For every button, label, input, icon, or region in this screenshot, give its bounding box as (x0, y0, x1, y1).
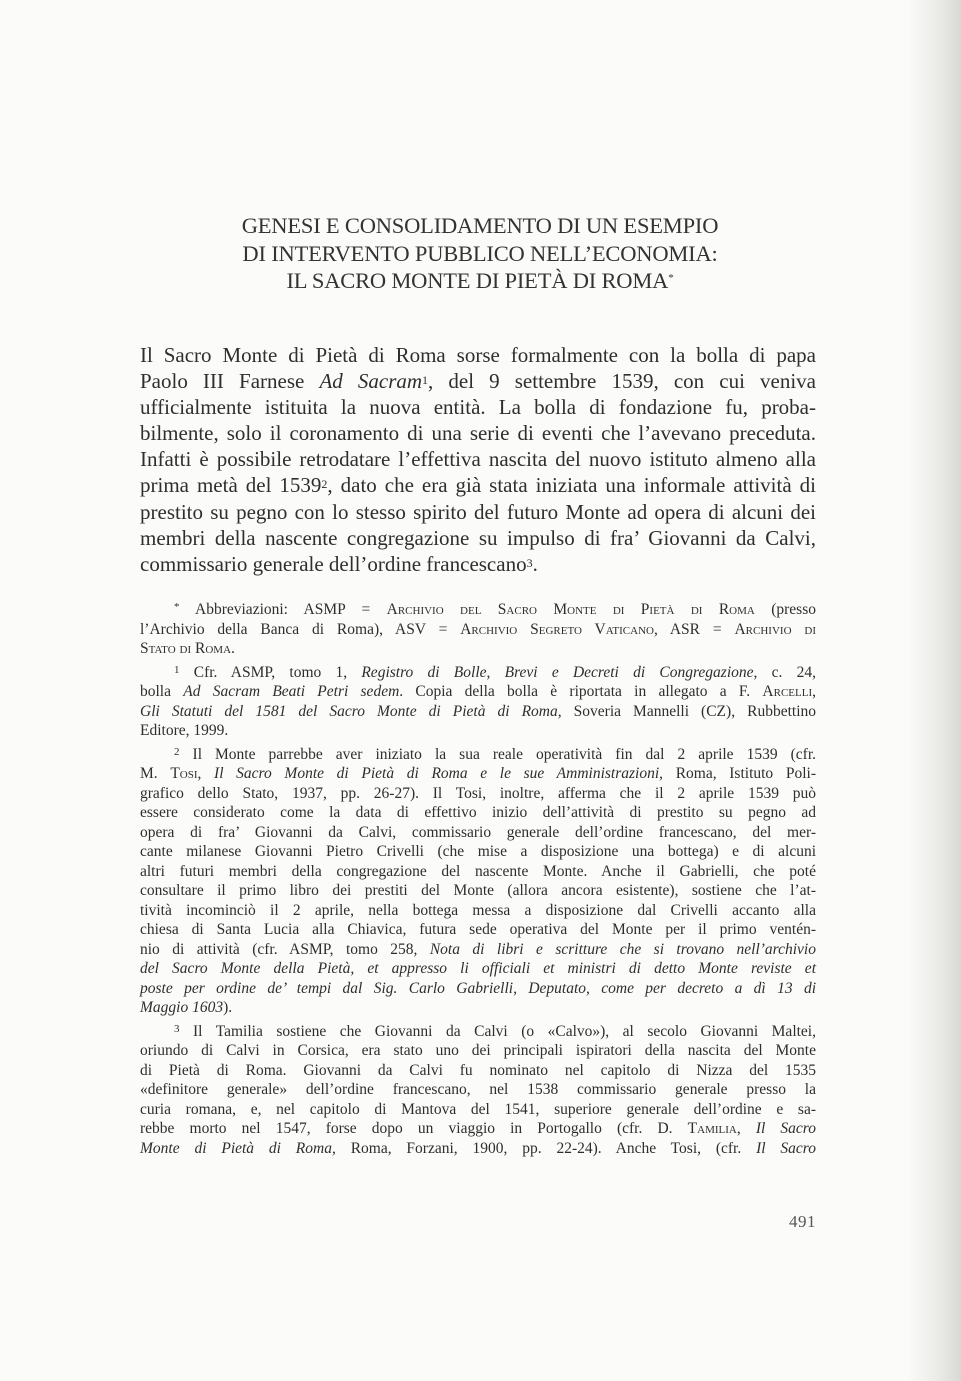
footnote-line (140, 998, 816, 1018)
footnote-line (140, 702, 816, 722)
footnote-line: chiesa di Santa Lucia alla Chiavica, futura sede operativa del Monte per il primo ventén- (140, 921, 816, 938)
footnote-italic: del Sacro Monte della Pietà, et appresso li officiali et ministri di detto Monte reviste et (140, 960, 816, 977)
footnote-smallcaps: Stato di Roma (140, 640, 232, 657)
footnote-text: (presso (754, 601, 816, 618)
footnote-text: . Copia della bolla è riportata in allegato a F. (399, 683, 763, 700)
body-paragraph (140, 342, 816, 577)
body-line: Infatti è possibile retrodatare l’effettiva nascita del nuovo istituto almeno alla (140, 447, 816, 472)
footnote-italic: poste per ordine de’ tempi dal Sig. Carlo Gabrielli, Deputato, come per decreto a dì 13 di (140, 979, 816, 997)
footnote-text: nio di attività (cfr. ASMP, tomo 258, (140, 940, 430, 958)
footnote-text: M. (140, 765, 171, 782)
title-footnote-marker: * (668, 272, 674, 284)
body-text: Paolo III Farnese (140, 369, 320, 394)
footnote-text: Il Monte parrebbe aver iniziato la sua reale operatività fin dal 2 aprile 1539 (cfr. (179, 745, 816, 763)
footnote-line (140, 959, 816, 979)
article-title (140, 212, 820, 295)
footnote-italic: Il Sacro Monte di Pietà di Roma e le sue Amministrazioni (214, 765, 660, 782)
footnote-italic: Registro di Bolle, Brevi e Decreti di Congregazione (361, 663, 754, 681)
footnote-line (140, 620, 816, 640)
body-line: prestito su pegno con lo stesso spirito del futuro Monte ad opera di alcuni dei (140, 499, 816, 524)
footnote-line (140, 1119, 816, 1139)
footnote-line (140, 979, 816, 999)
footnote-text: Cfr. ASMP, tomo 1, (179, 663, 362, 681)
footnote-line: essere considerato come la data di effettivo inizio dell’attività di prestito su pegno ad (140, 804, 816, 821)
footnote-text: , (197, 765, 215, 782)
footnote-ref-1: 1 (422, 373, 429, 388)
footnote-line (140, 1022, 816, 1042)
footnote-line: altri futuri membri della congregazione del nascente Monte. Anche il Gabrielli, che poté (140, 862, 816, 880)
footnote-text: , (812, 683, 816, 700)
footnote-line: curia romana, e, nel capitolo di Mantova del 1541, superiore generale dell’ordine e sa- (140, 1100, 816, 1118)
footnote-smallcaps: Archivio del Sacro Monte di Pietà di Roma (386, 601, 755, 618)
body-text: commissario generale dell’ordine francescano (140, 551, 527, 576)
body-line: membri della nascente congregazione su impulso di fra’ Giovanni da Calvi, (140, 525, 816, 550)
footnote-text: Il Tamilia sostiene che Giovanni da Calvi (o «Calvo»), al secolo Giovanni Maltei, (179, 1022, 816, 1040)
footnote-smallcaps: Archivio Segreto Vaticano (460, 620, 654, 638)
footnote-ref-2: 2 (321, 477, 328, 492)
footnote-line (140, 745, 816, 765)
footnote-italic: Il Sacro (755, 1120, 817, 1137)
footnote-line (140, 663, 816, 683)
footnote-line: grafico dello Stato, 1937, pp. 26-27). Il Tosi, inoltre, afferma che il 2 aprile 1539 può (140, 784, 816, 802)
title-line-2: DI INTERVENTO PUBBLICO NELL’ECONOMIA: (242, 240, 718, 266)
body-line: bilmente, solo il coronamento di una serie di eventi che l’avevano preceduta. (140, 421, 816, 446)
footnote-smallcaps: Tamilia (687, 1120, 737, 1137)
footnote-text: l’Archivio della Banca di Roma), ASV = (140, 620, 461, 638)
body-line (140, 368, 816, 394)
footnote-italic: Il Sacro (756, 1139, 816, 1157)
footnote-line: oriundo di Calvi in Corsica, era stato uno dei principali ispiratori della nascita del Monte (140, 1042, 816, 1059)
footnote-text: Soveria Mannelli (CZ), Rubbettino (561, 702, 816, 720)
footnote-line: consultare il primo libro dei prestiti del Monte (allora ancora esistente), sostiene che l’at- (140, 882, 816, 899)
body-text: , dato che era già stata iniziata una informale attività di (327, 473, 816, 498)
footnote-italic: Nota di libri e scritture che si trovano nell’archivio (429, 940, 816, 958)
footnote-smallcaps: Archivio di (734, 620, 816, 638)
footnote-line (140, 1139, 816, 1159)
body-text: , del 9 settembre 1539, con cui veniva (428, 369, 816, 394)
footnote-italic: Gli Statuti del 1581 del Sacro Monte di Pietà di Roma, (140, 702, 562, 720)
title-line-1: GENESI E CONSOLIDAMENTO DI UN ESEMPIO (241, 213, 719, 238)
footnote-italic: Monte di Pietà di Roma (140, 1139, 332, 1157)
footnote-marker-star: * (174, 601, 180, 613)
body-line (140, 551, 816, 577)
footnote-ref-3: 3 (526, 555, 533, 570)
footnote-text: , Roma, Istituto Poli- (659, 765, 816, 782)
footnote-line (140, 682, 816, 702)
footnote-text: , ASR = (653, 620, 735, 638)
body-text: prima metà del 1539 (140, 473, 322, 498)
footnote-marker-3: 3 (174, 1022, 180, 1035)
title-line-3-text: IL SACRO MONTE DI PIETÀ DI ROMA (286, 268, 669, 293)
footnote-text: ). (223, 999, 233, 1016)
footnote-line (140, 639, 816, 659)
body-italic: Ad Sacram (319, 369, 423, 394)
footnote-line (140, 940, 816, 960)
footnote-line: opera di fra’ Giovanni da Calvi, commissario generale dell’ordine francescano, del mer- (140, 823, 816, 841)
footnote-text: . (231, 640, 235, 657)
body-text: . (532, 551, 538, 576)
body-line (140, 472, 816, 498)
footnotes (140, 600, 816, 1158)
body-line: Il Sacro Monte di Pietà di Roma sorse formalmente con la bolla di papa (140, 343, 816, 367)
footnote-line: Editore, 1999. (140, 722, 229, 739)
footnote-line: cante milanese Giovanni Pietro Crivelli (che mise a disposizione una bottega) e di alcuni (140, 843, 816, 860)
footnote-text: , (736, 1120, 756, 1137)
footnote-line (140, 600, 816, 620)
footnote-text: bolla (140, 683, 184, 700)
footnote-line: di Pietà di Roma. Giovanni da Calvi fu nominato nel capitolo di Nizza del 1535 (140, 1061, 816, 1079)
footnote-smallcaps: Arcelli (762, 683, 813, 700)
footnote-text: rebbe morto nel 1547, forse dopo un viaggio in Portogallo (cfr. D. (140, 1120, 688, 1137)
footnote-line: tività incominciò il 2 aprile, nella bottega messa a disposizione dal Crivelli accanto alla (140, 901, 816, 919)
footnote-line (140, 764, 816, 784)
footnote-marker-1: 1 (174, 663, 180, 676)
body-line: ufficialmente istituita la nuova entità. La bolla di fondazione fu, proba- (140, 395, 816, 420)
footnote-text: , Roma, Forzani, 1900, pp. 22-24). Anche Tosi, (cfr. (331, 1139, 757, 1157)
footnote-text: Abbreviazioni: ASMP = (179, 601, 387, 618)
scan-shadow-edge (907, 0, 961, 1381)
footnote-marker-2: 2 (174, 745, 180, 758)
footnote-text: , c. 24, (753, 663, 816, 681)
footnote-italic: Maggio 1603 (140, 999, 224, 1016)
footnote-line: «definitore generale» dell’ordine francescano, nel 1538 commissario generale presso la (140, 1081, 816, 1098)
footnote-smallcaps: Tosi (170, 765, 198, 782)
title-line-3 (140, 267, 820, 295)
footnote-italic: Ad Sacram Beati Petri sedem (183, 683, 400, 700)
page-number: 491 (789, 1212, 816, 1231)
